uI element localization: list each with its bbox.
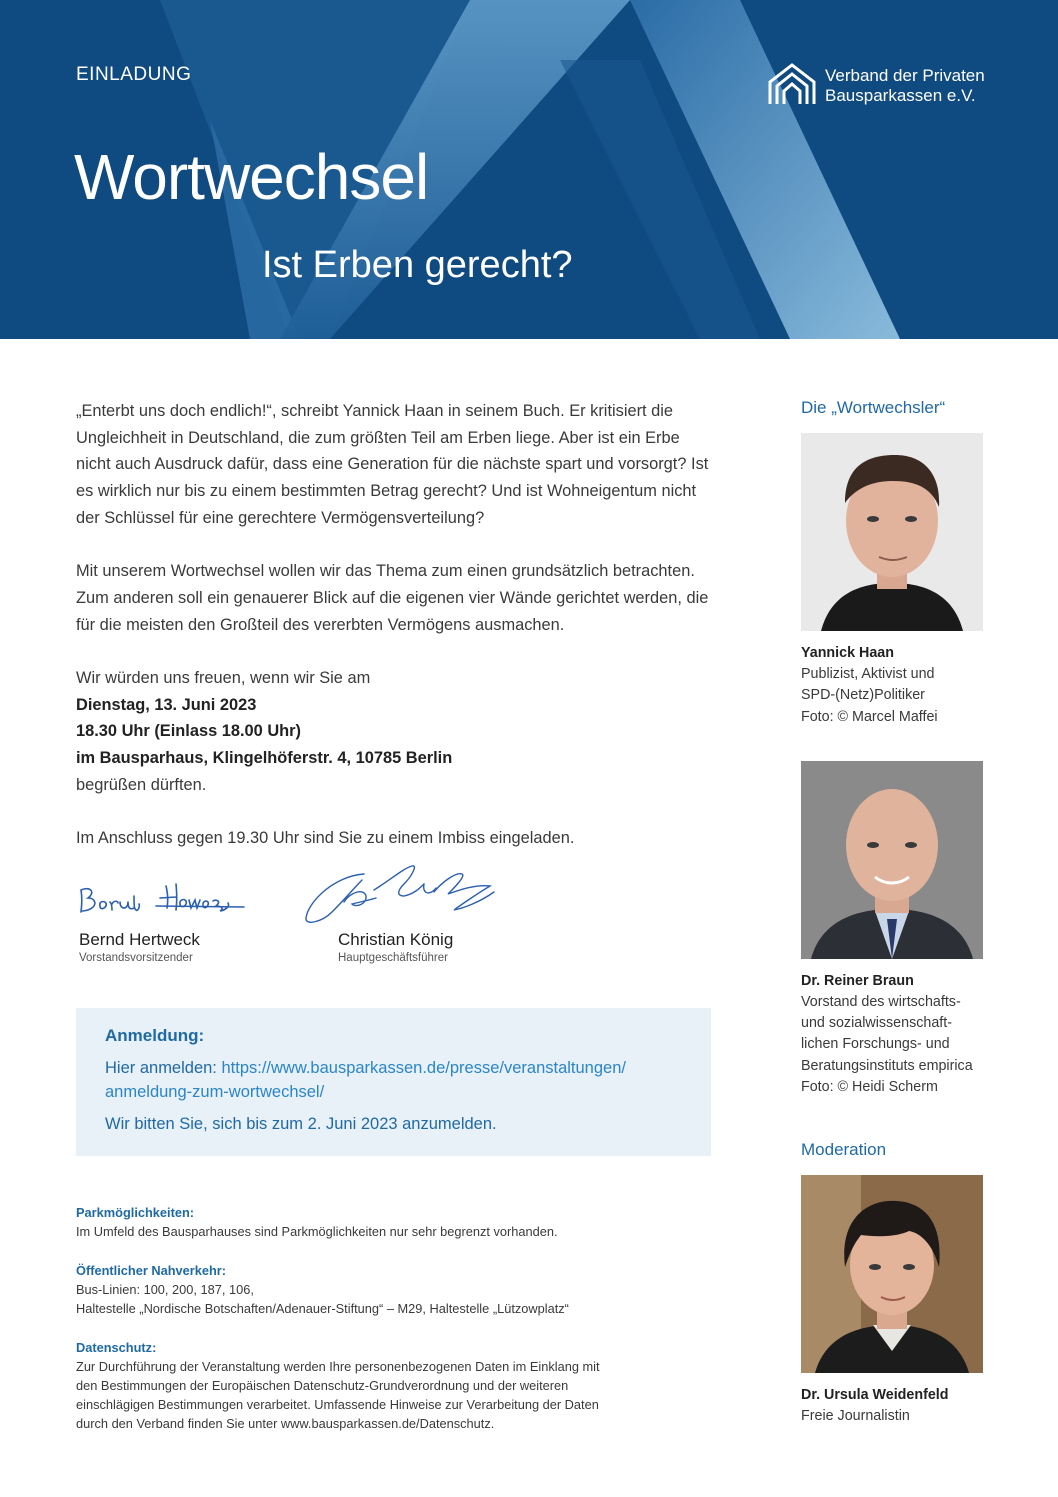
photo-credit: Foto: © Heidi Scherm bbox=[801, 1078, 938, 1095]
privacy-line-2: den Bestimmungen der Europäischen Datenschutz-Grundverordnung und der weiteren bbox=[76, 1378, 569, 1393]
transit-line-1: Bus-Linien: 100, 200, 187, 106, bbox=[76, 1282, 254, 1297]
photo-reiner-braun bbox=[801, 761, 983, 959]
parking-section bbox=[76, 1203, 696, 1241]
privacy-line-1: Zur Durchführung der Veranstaltung werden Ihre personenbezogenen Daten im Einklang mit bbox=[76, 1359, 600, 1374]
signer-1-name: Bernd Hertweck bbox=[79, 930, 200, 949]
person-role-line: Vorstand des wirtschafts- bbox=[801, 994, 961, 1011]
privacy-line-3: einschlägigen Bestimmungen verarbeitet. Umfassende Hinweise zur Verarbeitung der Daten bbox=[76, 1397, 599, 1412]
snack-note: Im Anschluss gegen 19.30 Uhr sind Sie zu einem Imbiss eingeladen. bbox=[76, 829, 575, 848]
transit-heading: Öffentlicher Nahverkehr: bbox=[76, 1263, 227, 1278]
moderation-heading: Moderation bbox=[801, 1140, 887, 1160]
page-title: Wortwechsel bbox=[74, 141, 429, 213]
logo-line-1: Verband der Privaten bbox=[825, 66, 985, 85]
registration-box bbox=[76, 1008, 711, 1156]
privacy-heading: Datenschutz: bbox=[76, 1340, 157, 1355]
privacy-line-4: durch den Verband finden Sie unter www.bausparkassen.de/Datenschutz. bbox=[76, 1416, 495, 1431]
person-role-line: SPD-(Netz)Politiker bbox=[801, 687, 925, 704]
parking-heading: Parkmöglichkeiten: bbox=[76, 1205, 195, 1220]
person-role-line: Publizist, Aktivist und bbox=[801, 666, 935, 683]
person-name: Dr. Ursula Weidenfeld bbox=[801, 1387, 949, 1404]
person-role-line: lichen Forschungs- und bbox=[801, 1036, 950, 1053]
organization-logo bbox=[767, 62, 985, 106]
logo-line-2: Bausparkassen e.V. bbox=[825, 86, 976, 105]
parking-text: Im Umfeld des Bausparhauses sind Parkmöglichkeiten nur sehr begrenzt vorhanden. bbox=[76, 1224, 558, 1239]
logo-wordmark bbox=[825, 66, 985, 106]
person-role-line: Freie Journalistin bbox=[801, 1408, 910, 1425]
eyebrow-label: EINLADUNG bbox=[76, 64, 192, 85]
speakers-heading: Die „Wortwechsler“ bbox=[801, 398, 946, 417]
signer-2-name: Christian König bbox=[338, 930, 454, 949]
registration-lead: Hier anmelden: bbox=[105, 1059, 222, 1077]
privacy-section bbox=[76, 1338, 696, 1433]
person-name: Dr. Reiner Braun bbox=[801, 972, 914, 989]
event-date: Dienstag, 13. Juni 2023 bbox=[76, 695, 257, 714]
signature-christian-koenig bbox=[304, 862, 499, 928]
practical-info bbox=[76, 1203, 696, 1453]
invite-tail: begrüßen dürften. bbox=[76, 775, 207, 794]
page-subtitle: Ist Erben gerecht? bbox=[262, 244, 573, 286]
person-name: Yannick Haan bbox=[801, 645, 894, 661]
caption-yannick-haan bbox=[801, 643, 1001, 728]
registration-link-line-2 bbox=[105, 1080, 682, 1104]
photo-yannick-haan bbox=[801, 433, 983, 631]
person-role-line: und sozialwissenschaft- bbox=[801, 1015, 952, 1032]
event-time: 18.30 Uhr (Einlass 18.00 Uhr) bbox=[76, 722, 302, 741]
registration-deadline: Wir bitten Sie, sich bis zum 2. Juni 2023 anzumelden. bbox=[105, 1115, 497, 1133]
transit-line-2: Haltestelle „Nordische Botschaften/Adenauer-Stiftung“ – M29, Haltestelle „Lützowplatz“ bbox=[76, 1301, 569, 1316]
person-role-line: Beratungsinstituts empirica bbox=[801, 1057, 973, 1074]
intro-paragraph-2: Mit unserem Wortwechsel wollen wir das Thema zum einen grundsätzlich betrachten. Zum anderen soll ein genauerer Blick auf die eigenen vier Wände gerichtet werden, die für die meisten den Großteil des vererbten Vermögens ausmachen. bbox=[76, 562, 709, 634]
registration-link-line bbox=[105, 1056, 682, 1080]
registration-title: Anmeldung: bbox=[105, 1026, 205, 1045]
event-location: im Bausparhaus, Klingelhöferstr. 4, 10785 Berlin bbox=[76, 749, 453, 768]
signatures bbox=[76, 858, 716, 978]
caption-reiner-braun bbox=[801, 971, 1001, 1098]
transit-section bbox=[76, 1261, 696, 1318]
caption-ursula-weidenfeld bbox=[801, 1385, 1001, 1427]
photo-credit: Foto: © Marcel Maffei bbox=[801, 708, 938, 725]
invitation-body bbox=[76, 398, 716, 879]
registration-url-part-2[interactable]: anmeldung-zum-wortwechsel/ bbox=[105, 1083, 325, 1101]
speakers-sidebar bbox=[801, 398, 1001, 1427]
signature-bernd-hertweck bbox=[76, 876, 251, 921]
houses-logo-icon bbox=[767, 62, 817, 106]
intro-paragraph-1: „Enterbt uns doch endlich!“, schreibt Yannick Haan in seinem Buch. Er kritisiert die Ungleichheit in Deutschland, die zum größten Teil am Erben liege. Aber ist ein Erbe nicht auch Ausdruck dafür, dass eine Generation für die nächste spart und vorsorgt? Ist es wirklich nur bis zu einem bestimmten Betrag gerecht? Und ist Wohneigentum nicht der Schlüssel für eine gerechtere Vermögensverteilung? bbox=[76, 402, 709, 527]
photo-ursula-weidenfeld bbox=[801, 1175, 983, 1373]
header-banner bbox=[0, 0, 1058, 339]
signer-1-role: Vorstandsvorsitzender bbox=[79, 952, 193, 964]
signer-2-role: Hauptgeschäftsführer bbox=[338, 952, 448, 964]
invite-lead: Wir würden uns freuen, wenn wir Sie am bbox=[76, 669, 371, 687]
registration-url-part-1[interactable]: https://www.bausparkassen.de/presse/veranstaltungen/ bbox=[221, 1059, 626, 1077]
